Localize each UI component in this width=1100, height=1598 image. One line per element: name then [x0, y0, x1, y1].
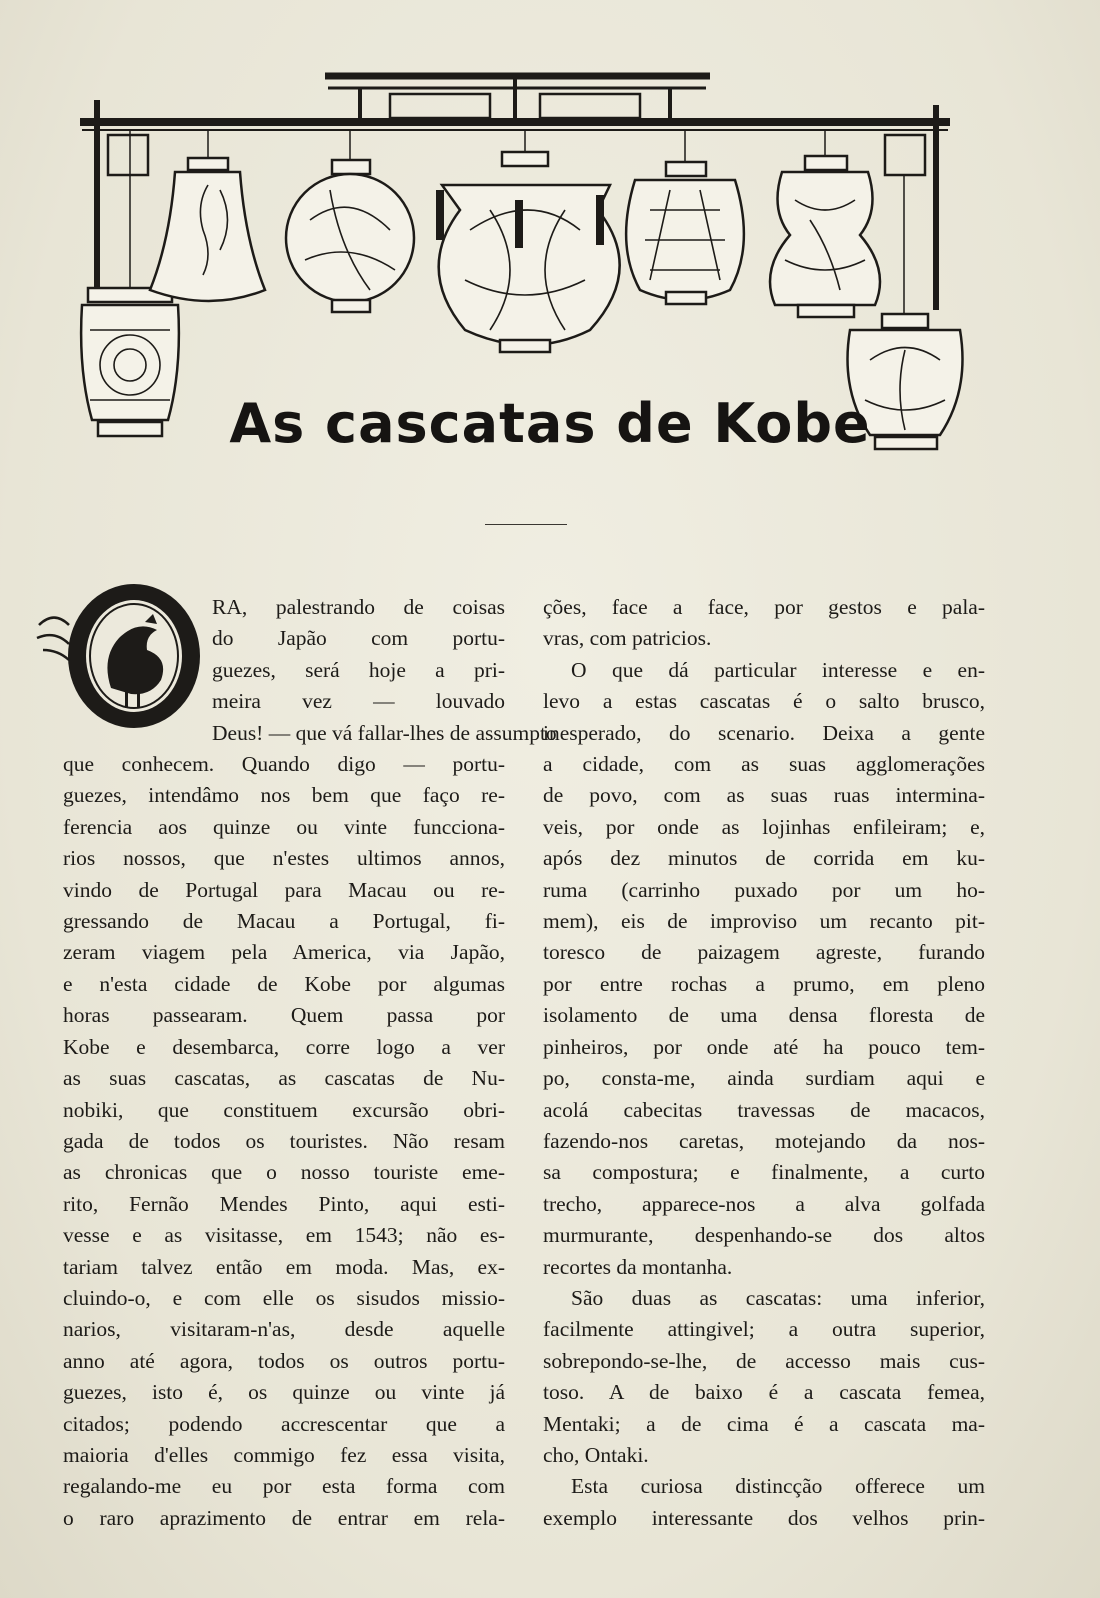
text-line: por entre rochas a prumo, em pleno — [543, 971, 985, 996]
text-line: sa compostura; e finalmente, a curto — [543, 1160, 985, 1185]
text-line: facilmente attingivel; a outra superior, — [543, 1317, 985, 1342]
text-line: cluindo-o, e com elle os sisudos missio- — [63, 1285, 505, 1310]
text-line: sobrepondo-se-lhe, de accesso mais cus- — [543, 1348, 985, 1373]
rooster-dropcap-icon — [29, 580, 204, 730]
text-line: inesperado, do scenario. Deixa a gente — [543, 720, 985, 745]
text-line: maioria d'elles commigo fez essa visita, — [63, 1442, 505, 1467]
paragraph — [543, 655, 985, 1283]
text-line: fazendo-nos caretas, motejando da nos- — [543, 1128, 985, 1153]
text-line: cho, Ontaki. — [543, 1442, 649, 1467]
text-line: São duas as cascatas: uma inferior, — [571, 1285, 985, 1310]
column-right-text — [543, 592, 985, 1534]
text-line: de povo, com as suas ruas intermina- — [543, 783, 985, 808]
text-line: após dez minutos de corrida em ku- — [543, 846, 985, 871]
text-line: zeram viagem pela America, via Japão, — [63, 940, 505, 965]
text-line: toresco de paizagem agreste, furando — [543, 940, 985, 965]
text-line: O que dá particular interesse e en- — [571, 657, 985, 682]
text-line: guezes, isto é, os quinze ou vinte já — [63, 1380, 505, 1405]
text-line: ferencia aos quinze ou vinte funcciona- — [63, 814, 505, 839]
text-line: murmurante, despenhando-se dos altos — [543, 1223, 985, 1248]
text-line: rios nossos, que n'estes ultimos annos, — [63, 846, 505, 871]
text-line: rito, Fernão Mendes Pinto, aqui esti- — [63, 1191, 505, 1216]
text-line: Kobe e desembarca, corre logo a ver — [63, 1034, 505, 1059]
text-line: recortes da montanha. — [543, 1254, 733, 1279]
text-line: ções, face a face, por gestos e pala- — [543, 595, 985, 619]
text-line: gressando de Macau a Portugal, fi- — [63, 909, 505, 934]
text-line: vesse e as visitasse, em 1543; não es- — [63, 1223, 505, 1248]
text-line: vindo de Portugal para Macau ou re- — [63, 877, 505, 902]
text-line: as suas cascatas, as cascatas de Nu- — [63, 1066, 505, 1091]
text-line: gada de todos os touristes. Não resam — [63, 1128, 505, 1153]
text-line: a cidade, com as suas agglomerações — [543, 752, 985, 777]
text-line: horas passearam. Quem passa por — [63, 1003, 505, 1028]
text-line: po, consta-me, ainda surdiam aqui e — [543, 1066, 985, 1091]
text-line: pinheiros, por onde até ha pouco tem- — [543, 1034, 985, 1059]
text-line: nobiki, que constituem excursão obri- — [63, 1097, 505, 1122]
text-line: mem), eis de improviso um recanto pit- — [543, 909, 985, 934]
text-line: levo a estas cascatas é o salto brusco, — [543, 689, 985, 714]
text-line: veis, por onde as lojinhas enfileiram; e, — [543, 814, 985, 839]
paragraph — [543, 1471, 985, 1534]
text-line: Esta curiosa distincção offerece um — [571, 1474, 985, 1499]
text-line: trecho, apparece-nos a alva golfada — [543, 1191, 985, 1216]
text-line: Deus! — que vá fallar-lhes de assumpto — [212, 720, 557, 745]
column-left — [63, 592, 557, 1534]
text-line: e n'esta cidade de Kobe por algumas — [63, 971, 505, 996]
text-line: que conhecem. Quando digo — portu- — [63, 752, 505, 777]
text-line: as chronicas que o nosso touriste eme- — [63, 1160, 505, 1185]
text-line: meira vez — louvado — [212, 689, 505, 714]
paragraph — [543, 1283, 985, 1471]
paragraph — [543, 592, 985, 655]
dropcap — [29, 580, 204, 730]
text-line: guezes, será hoje a pri- — [212, 657, 505, 682]
text-line: RA, palestrando de coisas — [212, 595, 505, 619]
text-line: ruma (carrinho puxado por um ho- — [543, 877, 985, 902]
text-line: tariam talvez então em moda. Mas, ex- — [63, 1254, 505, 1279]
text-line: isolamento de uma densa floresta de — [543, 1003, 985, 1028]
text-line: regalando-me eu por esta forma com — [63, 1474, 505, 1499]
text-line: guezes, intendâmo nos bem que faço re- — [63, 783, 505, 808]
text-line: toso. A de baixo é a cascata femea, — [543, 1380, 985, 1405]
text-line: acolá cabecitas travessas de macacos, — [543, 1097, 985, 1122]
title-divider — [485, 524, 567, 525]
text-line: o raro aprazimento de entrar em rela- — [63, 1505, 505, 1530]
text-line: do Japão com portu- — [212, 626, 505, 651]
column-right — [543, 592, 985, 1534]
article-title: As cascatas de Kobe — [229, 392, 871, 455]
text-line: anno até agora, todos os outros portu- — [63, 1348, 505, 1373]
text-line: citados; podendo accrescentar que a — [63, 1411, 505, 1436]
column-left-text — [63, 592, 557, 1534]
text-line: vras, com patricios. — [543, 626, 712, 651]
text-line: Mentaki; a de cima é a cascata ma- — [543, 1411, 985, 1436]
text-line: narios, visitaram-n'as, desde aquelle — [63, 1317, 505, 1342]
text-line: exemplo interessante dos velhos prin- — [543, 1505, 985, 1530]
